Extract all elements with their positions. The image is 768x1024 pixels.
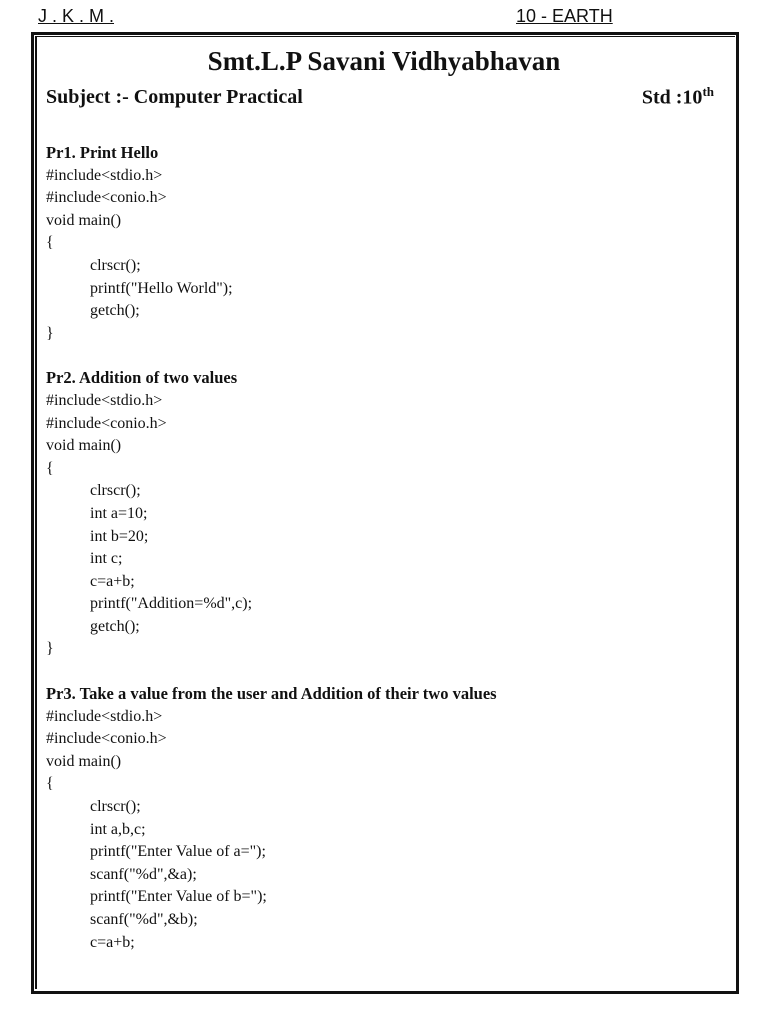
- program-title: Pr1. Print Hello: [46, 143, 159, 162]
- program-title: Pr3. Take a value from the user and Addition of their two values: [46, 684, 497, 704]
- code-line: printf("Addition=%d",c);: [90, 595, 253, 613]
- code-line: int a,b,c;: [90, 820, 146, 838]
- header-right-class: 10 - EARTH: [516, 6, 613, 26]
- code-line: printf("Hello World");: [90, 279, 233, 297]
- code-line: #include<stdio.h>: [46, 166, 163, 184]
- code-line: scanf("%d",&b);: [90, 911, 198, 928]
- school-title: Smt.L.P Savani Vidhyabhavan: [207, 46, 561, 76]
- program-list: [46, 142, 726, 976]
- code-line: }: [46, 324, 54, 342]
- code-line: int a=10;: [90, 504, 148, 522]
- code-line: #include<conio.h>: [46, 189, 167, 207]
- std-superscript: th: [702, 84, 714, 99]
- code-line: #include<conio.h>: [46, 414, 167, 432]
- code-line: scanf("%d",&a);: [90, 865, 197, 883]
- code-line: {: [46, 234, 54, 252]
- code-line: clrscr();: [90, 256, 141, 274]
- code-line: clrscr();: [90, 482, 141, 500]
- code-line: }: [46, 640, 54, 658]
- code-line: {: [46, 459, 54, 477]
- code-line: #include<stdio.h>: [46, 391, 163, 409]
- header-left-initials: J . K . M .: [38, 6, 115, 26]
- code-line: #include<stdio.h>: [46, 707, 163, 725]
- code-line: void main(): [46, 752, 122, 770]
- code-line: c=a+b;: [90, 933, 135, 951]
- code-line: {: [46, 775, 54, 793]
- program-section: [46, 367, 726, 661]
- code-line: void main(): [46, 437, 122, 455]
- std-heading: [642, 84, 714, 110]
- code-line: getch();: [90, 302, 140, 320]
- program-title: Pr2. Addition of two values: [46, 368, 238, 388]
- program-section: [46, 683, 726, 954]
- code-line: c=a+b;: [90, 572, 135, 590]
- code-line: clrscr();: [90, 798, 141, 816]
- subject-heading: Subject :- Computer Practical: [46, 86, 303, 108]
- code-line: printf("Enter Value of b=");: [90, 888, 267, 906]
- code-line: #include<conio.h>: [46, 730, 167, 748]
- std-label: Std :10: [641, 86, 703, 109]
- code-line: printf("Enter Value of a=");: [90, 843, 266, 861]
- code-line: void main(): [46, 211, 122, 229]
- code-line: int c;: [90, 550, 123, 568]
- code-line: getch();: [90, 617, 140, 635]
- code-line: int b=20;: [90, 527, 149, 545]
- program-section: [46, 142, 726, 345]
